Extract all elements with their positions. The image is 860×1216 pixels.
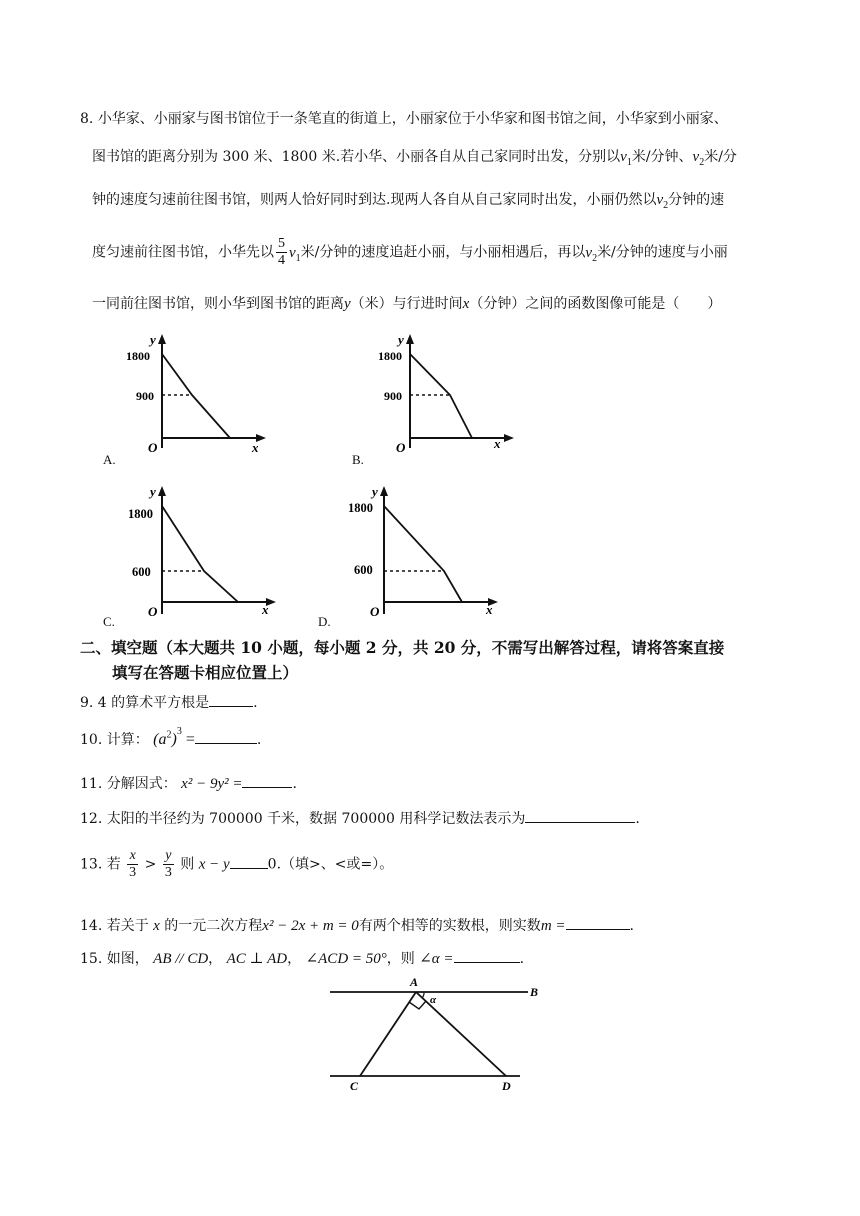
origin-label: O [148, 604, 158, 618]
q8-text-2b: 米/分钟、 [631, 149, 693, 165]
option-b-label: B. [352, 452, 364, 467]
section-title-line2: 填写在答题卡相应位置上） [112, 663, 299, 682]
tick-1800: 1800 [378, 349, 402, 363]
q15: 15. 如图， AB // CD， AC ⊥ AD， ∠ACD = 50°，则 ∠α = . [80, 948, 524, 968]
q14: 14. 若关于 x 的一元二次方程x² − 2x + m = 0有两个相等的实数根，则实数m = . [80, 915, 634, 935]
q14-text: 14. 若关于 [80, 918, 149, 934]
q12: 12. 太阳的半径约为 700000 千米，数据 700000 用科学记数法表示为 . [80, 808, 640, 828]
gt-sign: > [144, 856, 157, 873]
point-d: D [502, 1079, 511, 1093]
point-c: C [350, 1079, 359, 1093]
fraction-y-3: $\frac{y}{3}$ [164, 848, 172, 880]
tick-1800: 1800 [348, 501, 373, 515]
x-axis-label: x [486, 602, 493, 617]
q8-text-3: 钟的速度匀速前往图书馆，则两人恰好同时到达.现两人各自从自己家同时出发，小丽仍然以 [92, 192, 657, 208]
option-d-label: D. [318, 614, 331, 629]
q15-ask: ∠α = [419, 951, 454, 967]
q8-line5 [92, 293, 721, 313]
v1-symbol: $v_1$ [289, 244, 301, 264]
q9-text: 9. 4 的算术平方根是 [80, 695, 210, 711]
q11-text: 11. 分解因式： [80, 776, 177, 792]
v1-symbol: $v_1$ [620, 149, 632, 168]
tick-1800: 1800 [126, 349, 150, 363]
v2-symbol: $v_2$ [692, 149, 705, 168]
q8-text-2a: 图书馆的距离分别为 300 米、1800 米.若小华、小丽各自从自己家同时出发，分别以 [92, 149, 621, 165]
q13-expression: x − y [198, 856, 230, 873]
q8-line1 [80, 108, 728, 128]
q8-text-4a: 度匀速前往图书馆，小华先以 [92, 244, 274, 261]
option-d-graph [336, 478, 506, 618]
tick-600: 600 [132, 565, 151, 579]
answer-blank [209, 692, 253, 707]
q10-expression: $(a^2)^3$ = [153, 726, 195, 748]
q8-text-4c: 米/分钟的速度与小丽 [597, 244, 728, 261]
q11: 11. 分解因式： x² − 9y² = . [80, 773, 297, 793]
q8-text-5c: （分钟）之间的函数图像可能是（ ） [469, 296, 722, 312]
condition-perpendicular: AC ⊥ AD [226, 951, 288, 967]
origin-label: O [148, 440, 158, 455]
var-x: x [462, 296, 470, 312]
v2-symbol: $v_2$ [656, 192, 669, 211]
tick-900: 900 [384, 389, 402, 403]
fraction-x-3: $\frac{x}{3}$ [129, 848, 137, 880]
q8-text-5b: （米）与行进时间 [350, 296, 463, 312]
option-b-graph [368, 330, 518, 460]
answer-blank [242, 773, 292, 788]
q8-text-3b: 分钟的速 [668, 192, 725, 208]
x-axis-label: x [252, 440, 259, 455]
tick-600: 600 [354, 563, 373, 577]
option-c-graph [120, 478, 280, 618]
q12-text: 12. 太阳的半径约为 700000 千米，数据 700000 用科学记数法表示为 [80, 811, 526, 827]
option-a-graph [120, 330, 270, 460]
condition-parallel: AB // CD [153, 951, 209, 967]
q8-number: 8. [80, 111, 94, 127]
condition-angle: ∠ACD = 50° [305, 951, 387, 967]
q8-text-4b: 米/分钟的速度追赶小丽，与小丽相遇后，再以 [300, 244, 586, 261]
q8-text-5a: 一同前往图书馆，则小华到图书馆的距离 [92, 296, 344, 312]
q13: 13. 若 $\frac{x}{3}$ > $\frac{y}{3}$ 则 x − y 0.（填>、<或=）。 [80, 848, 394, 880]
q13-text: 13. 若 [80, 856, 121, 873]
q10: 10. 计算： $(a^2)^3$ = . [80, 726, 262, 748]
geometry-figure [320, 974, 540, 1096]
q8-line4 [92, 236, 728, 269]
point-a: A [410, 975, 419, 989]
angle-alpha: α [430, 994, 437, 1006]
tick-900: 900 [136, 389, 154, 403]
answer-blank [230, 854, 268, 869]
answer-blank [454, 948, 520, 963]
y-axis-label: y [150, 484, 156, 499]
q9: 9. 4 的算术平方根是 . [80, 692, 258, 712]
tick-1800: 1800 [128, 507, 153, 521]
q11-expression: x² − 9y² = [181, 776, 243, 792]
x-axis-label: x [262, 602, 269, 617]
point-b: B [530, 985, 539, 999]
q8-text-1: 小华家、小丽家与图书馆位于一条笔直的街道上，小丽家位于小华家和图书馆之间，小华家到小丽家、 [97, 111, 728, 127]
origin-label: O [396, 440, 406, 455]
section-title-line1: 二、填空题（本大题共 10 小题，每小题 2 分，共 20 分，不需写出解答过程，请将答案直接 [80, 638, 725, 657]
answer-blank [195, 729, 257, 744]
x-axis-label: x [494, 436, 501, 451]
fraction-5-4: $\frac{5}{4}$ [278, 236, 285, 268]
y-axis-label: y [150, 332, 156, 347]
q8-line2 [92, 146, 737, 168]
q14-equation: x² − 2x + m = 0 [262, 918, 359, 934]
option-a-label: A. [103, 452, 116, 467]
q8-text-2c: 米/分 [704, 149, 737, 165]
y-axis-label: y [372, 484, 378, 499]
answer-blank [566, 915, 630, 930]
q10-text: 10. 计算： [80, 732, 149, 748]
y-axis-label: y [398, 332, 404, 347]
q15-text: 15. 如图， [80, 951, 149, 967]
var-y: y [344, 296, 351, 312]
origin-label: O [370, 604, 380, 618]
answer-blank [525, 808, 635, 823]
option-c-label: C. [103, 614, 115, 629]
v2-symbol: $v_2$ [585, 244, 598, 264]
q8-line3 [92, 189, 724, 211]
